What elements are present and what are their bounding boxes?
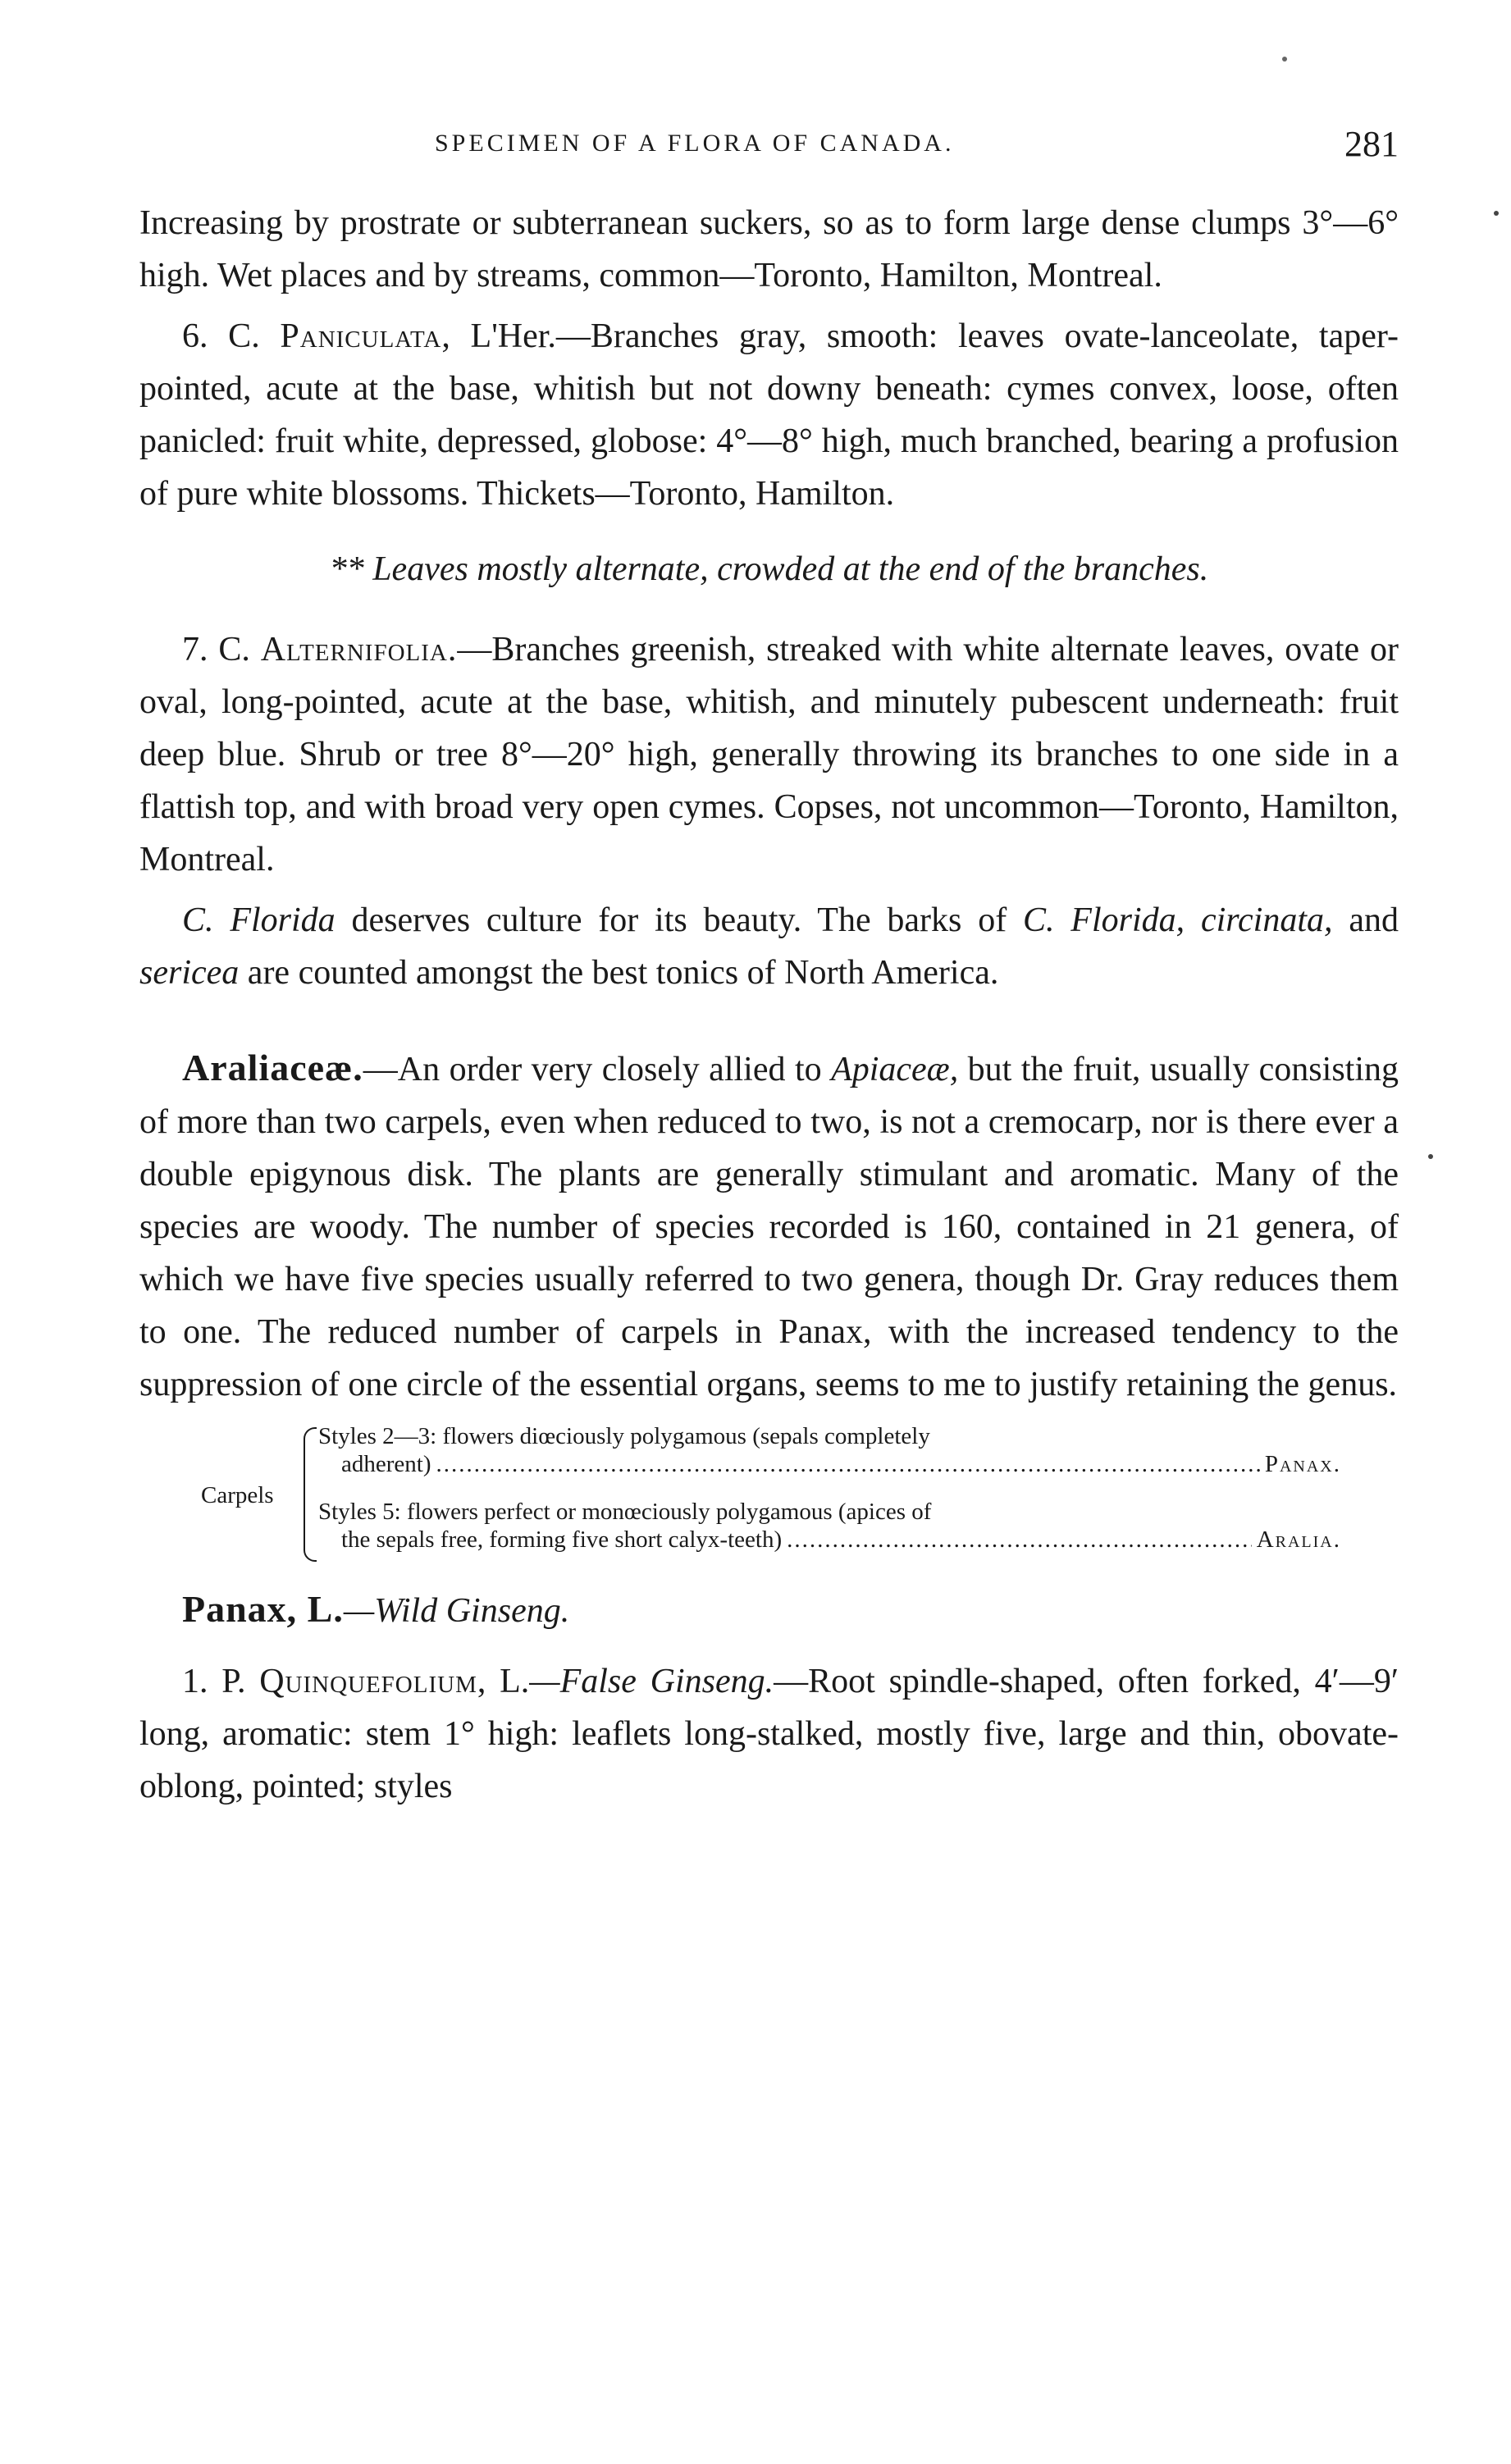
species-common-name: —False Ginseng.	[529, 1663, 774, 1700]
species-description: —Branches greenish, streaked with white alternate leaves, ovate or oval, long-pointed, acute at the base, whitish, and minutely pubescent underneath: fruit deep blue. Shrub or tree 8°—20° high, generally throwing its branches to one side in a flattish top, and with broad very open cymes. Copses, not uncommon—Toronto, Hamilton, Montreal.	[139, 631, 1399, 878]
key-result: Aralia.	[1256, 1526, 1341, 1553]
species-authority: , L'Her.	[441, 317, 556, 355]
species-ref: C. Florida	[182, 901, 336, 939]
section-heading: ** Leaves mostly alternate, crowded at the end of the branches.	[329, 550, 1209, 588]
key-label: Carpels	[201, 1482, 274, 1508]
key-result: Panax.	[1264, 1451, 1341, 1477]
note-text: deserves culture for its beauty. The barks of	[335, 901, 1023, 939]
continued-paragraph: Increasing by prostrate or subterranean suckers, so as to form large dense clumps 3°—6° high. Wet places and by streams, common—Toronto, Hamilton, Montreal.	[139, 204, 1399, 294]
species-name: Alternifolia.	[260, 631, 458, 668]
species-authority: , L.	[477, 1663, 530, 1700]
key-text: the sepals free, forming five short calyx-teeth)	[341, 1526, 783, 1553]
species-number: 7. C.	[182, 631, 250, 668]
page-number: 281	[1344, 124, 1399, 164]
order-text: —An order very closely allied to	[363, 1051, 832, 1088]
order-name: Araliaceæ.	[182, 1047, 363, 1088]
species-number: 6. C.	[182, 317, 260, 355]
key-text: Styles 2—3: flowers diœciously polygamous (sepals completely	[318, 1423, 930, 1449]
species-ref: C. Florida, circinata,	[1022, 901, 1333, 939]
note-text: and	[1332, 901, 1399, 939]
species-number: 1. P.	[182, 1663, 246, 1700]
species-name: Paniculata	[280, 317, 442, 355]
species-name: Quinquefolium	[259, 1663, 477, 1700]
key-text: Styles 5: flowers perfect or monœciously polygamous (apices of	[318, 1499, 932, 1525]
genus-common-name: —Wild Ginseng.	[343, 1592, 570, 1630]
species-ref: sericea	[139, 954, 240, 992]
key-text: adherent)	[341, 1451, 431, 1477]
order-text: but the fruit, usually consisting of more than two carpels, even when reduced to two, is not a cremocarp, nor is there ever a double epigynous disk. The plants are generally stimulant and aromatic. Many of the species are woody. The number of species recorded is 160, contained in 21 genera, of which we have five species usually referred to two genera, though Dr. Gray reduces them to one. The reduced number of carpels in Panax, with the increased tendency to the suppression of one circle of the essential organs, seems to me to justify retaining the genus.	[139, 1051, 1399, 1403]
speck	[1494, 211, 1499, 216]
speck	[1428, 1154, 1433, 1159]
running-title: SPECIMEN OF A FLORA OF CANADA.	[435, 130, 955, 157]
speck	[1282, 57, 1287, 62]
note-text: are counted amongst the best tonics of North America.	[239, 954, 999, 992]
species-description: —Branches gray, smooth: leaves ovate-lanceolate, taper-pointed, acute at the base, whitish but not downy beneath: cymes convex, loose, often panicled: fruit white, depressed, globose: 4°—8° high, much branched, bearing a profusion of pure white blossoms. Thickets—Toronto, Hamilton.	[139, 317, 1399, 513]
genus-name: Panax, L.	[182, 1588, 344, 1630]
species-description: —Root spindle-shaped, often forked, 4′—9′ long, aromatic: stem 1° high: leaflets long-stalked, mostly five, large and thin, obovate-oblong, pointed; styles	[139, 1663, 1399, 1805]
allied-order: Apiaceæ,	[831, 1051, 959, 1088]
